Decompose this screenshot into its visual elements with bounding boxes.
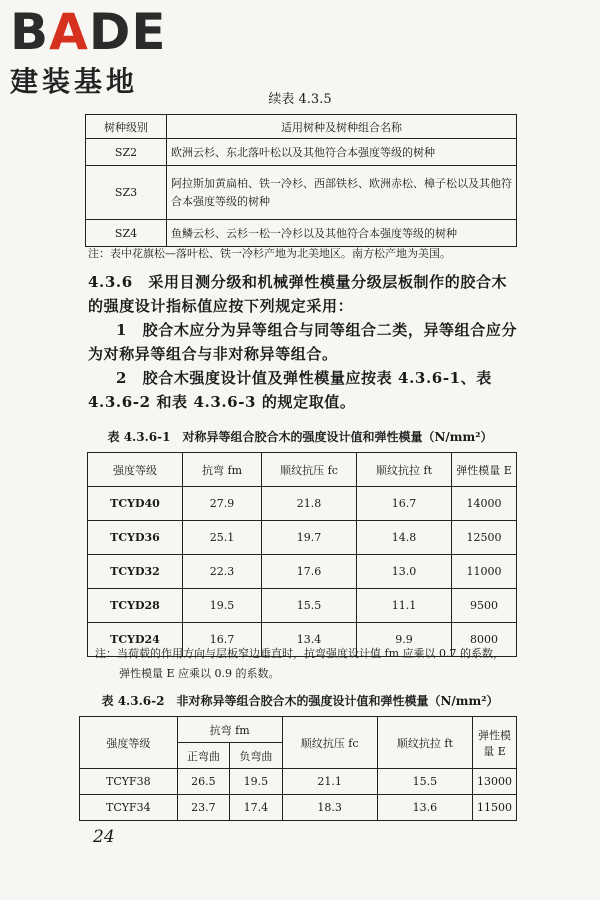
table-header: 抗弯 fm [177, 717, 282, 743]
table-cell: SZ2 [86, 139, 167, 166]
table-row [88, 521, 517, 555]
table-cell: 16.7 [357, 487, 452, 521]
table-cell: 11500 [473, 795, 517, 821]
table-row [80, 795, 517, 821]
table-cell: SZ4 [86, 220, 167, 247]
table-cell: 19.5 [230, 769, 282, 795]
table-cell: TCYD40 [88, 487, 183, 521]
table-cell: 欧洲云杉、东北落叶松以及其他符合本强度等级的树种 [167, 139, 517, 166]
table-header: 树种级别 [86, 115, 167, 139]
table-note: 注：表中花旗松—落叶松、铁一冷杉产地为北美地区。南方松产地为美国。 [88, 247, 451, 260]
table-cell: TCYF38 [80, 769, 178, 795]
table-cell: 13.6 [377, 795, 472, 821]
table-row [88, 487, 517, 521]
brand-logo [10, 3, 167, 100]
table-cell: 8000 [452, 623, 517, 657]
table-row [88, 589, 517, 623]
table-header: 顺纹抗压 fc [262, 453, 357, 487]
note-line: 弹性模量 E 应乘以 0.9 的系数。 [119, 667, 280, 680]
table-cell: 25.1 [183, 521, 262, 555]
table-caption: 表 4.3.6-1 对称异等组合胶合木的强度设计值和弹性模量（N/mm²） [107, 430, 493, 444]
table-header: 顺纹抗拉 ft [377, 717, 472, 769]
symmetric-glulam-table [87, 452, 517, 657]
table-cell: 15.5 [377, 769, 472, 795]
table-cell: 9.9 [357, 623, 452, 657]
table-cell: 21.8 [262, 487, 357, 521]
table-cell: 15.5 [262, 589, 357, 623]
table-header: 强度等级 [88, 453, 183, 487]
logo-wordmark: BADE [10, 3, 167, 61]
tree-species-table [85, 114, 517, 247]
table-cell: 14.8 [357, 521, 452, 555]
table-cell: 11.1 [357, 589, 452, 623]
table-cell: 19.7 [262, 521, 357, 555]
table-cell: 17.4 [230, 795, 282, 821]
continued-table-title: 续表 4.3.5 [268, 92, 332, 107]
table-row [80, 769, 517, 795]
table-row [86, 139, 517, 166]
table-note [95, 644, 504, 684]
table-header: 抗弯 fm [183, 453, 262, 487]
table-cell: 鱼鳞云杉、云杉一松一冷杉以及其他符合本强度等级的树种 [167, 220, 517, 247]
table-cell: 13.4 [262, 623, 357, 657]
asymmetric-glulam-table [79, 716, 517, 821]
table-header: 适用树种及树种组合名称 [167, 115, 517, 139]
table-cell: 26.5 [177, 769, 229, 795]
clause-item-1: 1 胶合木应分为异等组合与同等组合二类，异等组合应分为对称异等组合与非对称异等组合。 [88, 321, 518, 363]
page-number: 24 [93, 827, 115, 847]
table-cell: 17.6 [262, 555, 357, 589]
table-cell: 27.9 [183, 487, 262, 521]
table-cell: 21.1 [282, 769, 377, 795]
table-cell: TCYD32 [88, 555, 183, 589]
table-caption: 表 4.3.6-2 非对称异等组合胶合木的强度设计值和弹性模量（N/mm²） [101, 694, 499, 708]
table-cell: 9500 [452, 589, 517, 623]
table-row [86, 166, 517, 220]
logo-subtitle: 建装基地 [10, 65, 139, 98]
table-header: 负弯曲 [230, 743, 282, 769]
table-cell: TCYD28 [88, 589, 183, 623]
table-cell: 16.7 [183, 623, 262, 657]
table-cell: 13.0 [357, 555, 452, 589]
table-cell: 23.7 [177, 795, 229, 821]
table-header: 弹性模量 E [452, 453, 517, 487]
table-header: 强度等级 [80, 717, 178, 769]
table-cell: 19.5 [183, 589, 262, 623]
table-row [88, 555, 517, 589]
table-cell: 11000 [452, 555, 517, 589]
table-header: 正弯曲 [177, 743, 229, 769]
table-cell: 阿拉斯加黄扁柏、铁一冷杉、西部铁杉、欧洲赤松、樟子松以及其他符合本强度等级的树种 [167, 166, 517, 220]
table-cell: TCYF34 [80, 795, 178, 821]
table-cell: TCYD36 [88, 521, 183, 555]
table-cell: 14000 [452, 487, 517, 521]
table-cell: 12500 [452, 521, 517, 555]
table-header: 顺纹抗拉 ft [357, 453, 452, 487]
table-cell: TCYD24 [88, 623, 183, 657]
table-cell: 22.3 [183, 555, 262, 589]
clause-item-2: 2 胶合木强度设计值及弹性模量应按表 4.3.6-1、表 4.3.6-2 和表 4.3.6-3 的规定取值。 [88, 369, 492, 411]
table-cell: SZ3 [86, 166, 167, 220]
table-cell: 13000 [473, 769, 517, 795]
table-row [86, 220, 517, 247]
table-cell: 18.3 [282, 795, 377, 821]
table-header: 顺纹抗压 fc [282, 717, 377, 769]
table-header: 弹性模量 E [473, 717, 517, 769]
clause-4-3-6: 4.3.6 采用目测分级和机械弹性模量分级层板制作的胶合木的强度设计指标值应按下列规定采用： [88, 273, 508, 315]
note-line: 注：当荷载的作用方向与层板窄边垂直时，抗弯强度设计值 fm 应乘以 0.7 的系数， [95, 647, 504, 660]
